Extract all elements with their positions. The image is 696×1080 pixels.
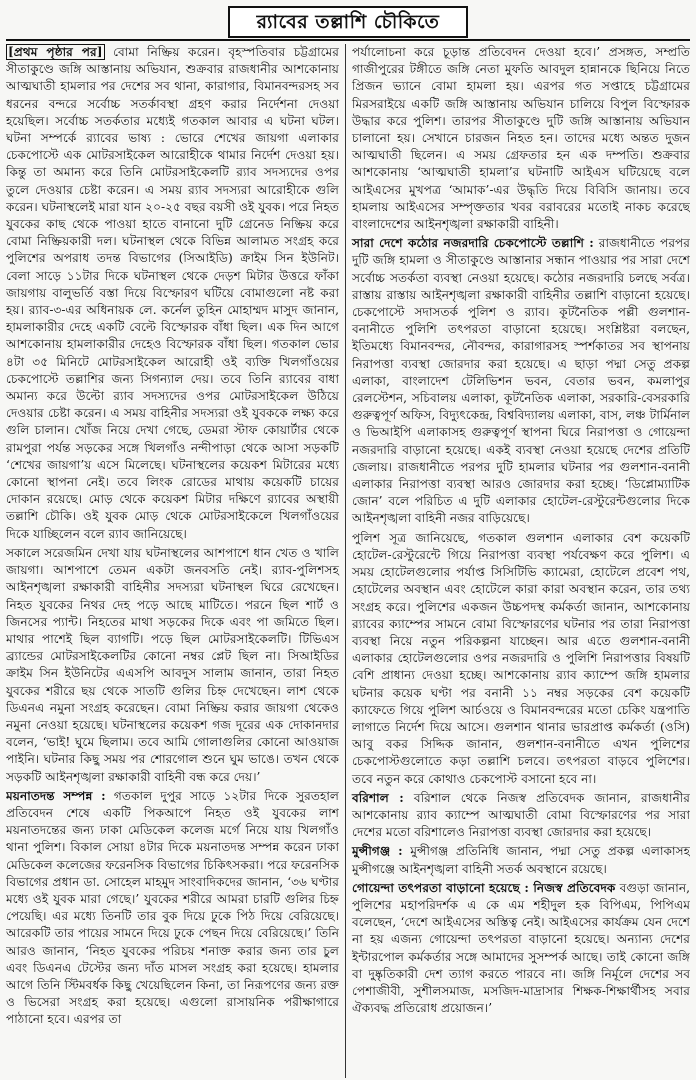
- paragraph-text: বোমা নিষ্ক্রিয় করেন। বৃহস্পতিবার চট্টগ্রামের সীতাকুণ্ডে জঙ্গি আস্তানায় অভিযান, শুক্রবার রাজধানীর আশকোনায় আত্মঘাতী হামলার পর দেশের সব থানা, কারাগার, বিমানবন্দরসহ সব ধরনের বন্দরে সর্বোচ্চ সতর্কাবস্থা গ্রহণ করার নির্দেশনা দেওয়া হয়েছিল। সর্বোচ্চ সতর্কতার মধ্যেই গতকাল আবার এ ঘটনা ঘটল। ঘটনা সম্পর্কে র‍্যাবের ভাষ্য : ভোরে শেখের জায়গা এলাকার চেকপোস্টে এক মোটরসাইকেল আরোহীকে থামার নির্দেশ দেওয়া হয়। কিন্তু তা অমান্য করে তিনি মোটরসাইকেলটি র‍্যাব সদস্যদের ওপর তুলে দেওয়ার চেষ্টা করেন। এ সময় র‍্যাব সদস্যরা আরোহীকে গুলি করেন। ঘটনাস্থলেই মারা যান ২০-২৫ বছর বয়সী ওই যুবক। পরে নিহত যুবকের কাছ থেকে পাওয়া হাতে বানানো দুটি গ্রেনেড নিষ্ক্রিয় করে বোমা নিষ্ক্রিয়কারী দল। ঘটনাস্থল থেকে বিভিন্ন আলামত সংগ্রহ করে পুলিশের অপরাধ তদন্ত বিভাগের (সিআইডি) ক্রাইম সিন ইউনিট। বেলা সাড়ে ১১টার দিকে ঘটনাস্থল থেকে দেড়শ মিটার উত্তরে ফাঁকা জায়গায় বালুভর্তি বস্তা দিয়ে বিস্ফোরণ ঘটিয়ে বোমাগুলো নষ্ট করা হয়। র‍্যাব-৩-এর অধিনায়ক লে. কর্নেল তুহিন মোহাম্মদ মাসুদ জানান, হামলাকারীর দেহে একটি বেল্টে বিস্ফোরক বাঁধা ছিল। এক দিন আগে আশকোনায় হামলাকারীর দেহেও বিস্ফোরক বাঁধা ছিল। গতকাল ভোর ৪টা ৩৫ মিনিটে মোটরসাইকেল আরোহী ওই ব্যক্তি খিলগাঁওয়ের চেকপোস্টে তল্লাশির জন্য সিগন্যাল দেয়। তবে তিনি র‍্যাবের বাধা অমান্য করে উল্টো র‍্যাব সদস্যদের ওপর মোটরসাইকেল উঠিয়ে দেওয়ার চেষ্টা করেন। এ সময় বাহিনীর সদস্যরা ওই যুবককে লক্ষ্য করে গুলি চালান। খোঁজ নিয়ে দেখা গেছে, ডেমরা স্টাফ কোয়ার্টার থেকে রামপুরা পর্যন্ত সড়কের সঙ্গে খিলগাঁও নন্দীপাড়া থেকে আসা সড়কটি ‘শেখের জায়গা’য় এসে মিলেছে। ঘটনাস্থলের কয়েকশ মিটারের মধ্যে কোনো স্থাপনা নেই। তবে লিংক রোডের মাথায় কয়েকটি চায়ের দোকান রয়েছে। মোড় থেকে কয়েকশ মিটার দক্ষিণে র‍্যাবের অস্থায়ী তল্লাশি চৌকি। ওই যুবক মোড় থেকে মোটরসাইকেলে খিলগাঁওয়ের দিকে যাচ্ছিলেন বলে র‍্যাব জানিয়েছে।: [6, 45, 339, 541]
- headline: র‍্যাবের তল্লাশি চৌকিতে: [228, 6, 468, 38]
- paragraph-text: পুলিশ সূত্র জানিয়েছে, গতকাল গুলশান এলাকার বেশ কয়েকটি হোটেল-রেস্টুরেন্টে গিয়ে নিরাপত্তা ব্যবস্থা পর্যবেক্ষণ করে পুলিশ। এ সময় হোটেলগুলোর পর্যাপ্ত সিসিটিভি ক্যামেরা, হোটেলে প্রবেশ পথ, হোটেলের অবস্থান এবং হোটেলে কারা কারা অবস্থান করেন, তার তথ্য সংগ্রহ করে। পুলিশের একজন উচ্চপদস্থ কর্মকর্তা জানান, আশকোনায় র‍্যাবের ক্যাম্পের সামনে বোমা বিস্ফোরণের ঘটনার পর তারা নিরাপত্তা ব্যবস্থা নিয়ে নতুন পরিকল্পনা যাচ্ছেন। আর এতে গুলশান-বনানী এলাকার হোটেলগুলোর ওপর নজরদারি ও পুলিশি নিরাপত্তার বিষয়টি বেশি প্রাধান্য দেওয়া হচ্ছে। আশকোনায় র‍্যাব ক্যাম্পে জঙ্গি হামলার ঘটনার কয়েক ঘণ্টা পর বনানী ১১ নম্বর সড়কের বেশ কয়েকটি ক্যাফেতে গিয়ে পুলিশ আর্চওয়ে ও বিমানবন্দরের মতো চেকিং যন্ত্রপাতি লাগাতে নির্দেশ দিয়ে আসে। গুলশান থানার ভারপ্রাপ্ত কর্মকর্তা (ওসি) আবু বকর সিদ্দিক জানান, গুলশান-বনানীতে এখন পুলিশের চেকপোস্টগুলোতে কড়া তল্লাশি চলবে। তৎপরতা বাড়বে পুলিশের। তবে নতুন করে কোথাও চেকপোস্ট বসানো হবে না।: [352, 530, 690, 786]
- article-columns: [6, 44, 690, 1078]
- paragraph-text: পর্যালোচনা করে চূড়ান্ত প্রতিবেদন দেওয়া হবে।’ প্রসঙ্গত, সম্প্রতি গাজীপুরের টঙ্গীতে জঙ্গি নেতা মুফতি আবদুল হান্নানকে ছিনিয়ে নিতে প্রিজন ভ্যানে বোমা হামলা হয়। এরপর গত সপ্তাহে চট্টগ্রামের মিরসরাইয়ে একটি জঙ্গি আস্তানায় অভিযান চালিয়ে বিপুল বিস্ফোরক উদ্ধার করে পুলিশ। তারপর সীতাকুণ্ডে দুটি জঙ্গি আস্তানায় অভিযান চালানো হয়। সেখানে চারজন নিহত হন। তাদের মধ্যে অন্তত দুজন আত্মঘাতী ছিলেন। এ সময় গ্রেফতার হন এক দম্পতি। শুক্রবার আশকোনায় ‘আত্মঘাতী হামলা’র ঘটনাটি আইএস ঘটিয়েছে বলে আইএসের মুখপত্র ‘আমাক’-এর উদ্ধৃতি দিয়ে বিবিসি জানায়। তবে হামলায় আইএসের সম্পৃক্ততার খবর বরাবরের মতোই নাকচ করেছে বাংলাদেশের আইনশৃঙ্খলা রক্ষাকারী বাহিনী।: [352, 45, 690, 232]
- article-paragraph: [6, 545, 339, 786]
- paragraph-subhead: সারা দেশে কঠোর নজরদারি চেকপোস্টে তল্লাশি :: [352, 236, 594, 251]
- article-paragraph: [352, 44, 690, 233]
- article-paragraph: [352, 843, 690, 877]
- headline-rule: [6, 39, 690, 41]
- article-paragraph: [352, 880, 690, 1018]
- paragraph-subhead: ময়নাতদন্ত সম্পন্ন :: [6, 788, 106, 803]
- article-paragraph: [6, 44, 339, 543]
- paragraph-text: বগুড়া জানান, পুলিশের মহাপরিদর্শক এ কে এম শহীদুল হক বিপিএম, পিপিএম বলেছেন, ‘দেশে আইএসের অস্তিত্ব নেই। আইএসের কার্যক্রম যেন দেশে না হয় এজন্য গোয়েন্দা তৎপরতা বাড়ানো হয়েছে। অন্যান্য দেশের ইন্টারপোল কর্মকর্তার সঙ্গে আমাদের সুসম্পর্ক আছে। তাই কোনো জঙ্গি বা দুষ্কৃতিকারী দেশ ত্যাগ করতে পারবে না। জঙ্গি নির্মূলে দেশের সব পেশাজীবী, সুশীলসমাজ, মসজিদ-মাদ্রাসার শিক্ষক-শিক্ষার্থীসহ সবার ঐক্যবদ্ধ প্রতিরোধ প্রয়োজন।’: [352, 880, 690, 1016]
- left-column: [6, 44, 346, 1078]
- article-paragraph: [352, 530, 690, 788]
- paragraph-text: মুন্সীগঞ্জ প্রতিনিধি জানান, পদ্মা সেতু প্রকল্প এলাকাসহ মুন্সীগঞ্জে আইনশৃঙ্খলা বাহিনী সতর্ক অবস্থানে রয়েছে।: [352, 844, 690, 876]
- right-column: [346, 44, 690, 1078]
- paragraph-text: সকালে সরেজমিন দেখা যায় ঘটনাস্থলের আশপাশে ধান খেত ও খালি জায়গা। আশপাশে তেমন একটা জনবসতি নেই। র‍্যাব-পুলিশসহ আইনশৃঙ্খলা রক্ষাকারী বাহিনীর সদস্যরা ঘটনাস্থল ঘিরে রেখেছেন। নিহত যুবকের নিথর দেহ পড়ে আছে মাটিতে। পরনে ছিল শার্ট ও জিনসের প্যান্ট। নিহতের মাথা সড়কের দিকে এবং পা জমিতে ছিল। মাথার পাশেই ছিল ব্যাগটি। পড়ে ছিল মোটরসাইকেলটি। টিভিএস ব্র্যান্ডের মোটরসাইকেলটির কোনো নম্বর প্লেট ছিল না। সিআইডির ক্রাইম সিন ইউনিটের এএসপি আবদুস সালাম জানান, তারা নিহত যুবকের শরীরে ছয় থেকে সাতটি গুলির চিহ্ন দেখেছেন। লাশ থেকে ডিএনএ নমুনা সংগ্রহ করেছেন। বোমা নিষ্ক্রিয় করার জায়গা থেকেও নমুনা নেওয়া হয়েছে। ঘটনাস্থলের কয়েকশ গজ দূরের এক দোকানদার বলেন, ‘ভাই! ঘুমে ছিলাম। তবে আমি গোলাগুলির কোনো আওয়াজ পাইনি। ঘটনার কিছু সময় পর শোরগোল শুনে ঘুম ভাঙে। তখন থেকে সড়কটি আইনশৃঙ্খলা রক্ষাকারী বাহিনী বন্ধ করে দেয়।’: [6, 545, 339, 784]
- paragraph-subhead: মুন্সীগঞ্জ :: [352, 844, 403, 859]
- paragraph-subhead: [প্রথম পৃষ্ঠার পর]: [8, 45, 103, 59]
- article-paragraph: [6, 788, 339, 1029]
- article-paragraph: [352, 235, 690, 527]
- paragraph-text: বরিশাল থেকে নিজস্ব প্রতিবেদক জানান, রাজধানীর আশকোনায় র‍্যাব ক্যাম্পে আত্মঘাতী বোমা বিস্ফোরণের পর সারা দেশের মতো বরিশালেও নিরাপত্তা ব্যবস্থা জোরদার করা হয়েছে।: [352, 790, 690, 840]
- paragraph-text: রাজধানীতে পরপর দুটি জঙ্গি হামলা ও সীতাকুণ্ডে আস্তানার সন্ধান পাওয়ার পর সারা দেশে সর্বোচ্চ সতর্কতা ব্যবস্থা নেওয়া হয়েছে। কঠোর নজরদারি চলছে সর্বত্র। রাস্তায় রাস্তায় আইনশৃঙ্খলা রক্ষাকারী বাহিনীর তল্লাশি বাড়ানো হয়েছে। চেকপোস্টে সদাসতর্ক পুলিশ ও র‍্যাব। কূটনৈতিক পল্লী গুলশান-বনানীতে পুলিশি তৎপরতা বাড়ানো হয়েছে। সংশ্লিষ্টরা বলছেন, ইতিমধ্যে বিমানবন্দর, নৌবন্দর, কারাগারসহ স্পর্শকাতর সব স্থাপনায় নিরাপত্তা ব্যবস্থা জোরদার করা হয়েছে। এ ছাড়া পদ্মা সেতু প্রকল্প এলাকা, বাংলাদেশ টেলিভিশন ভবন, বেতার ভবন, কমলাপুর রেলস্টেশন, সচিবালয় এলাকা, কূটনৈতিক এলাকা, সরকারি-বেসরকারি গুরুত্বপূর্ণ অফিস, বিদ্যুৎকেন্দ্র, বিশ্ববিদ্যালয় এলাকা, বাস, লঞ্চ টার্মিনাল ও ভিআইপি এলাকাসহ গুরুত্বপূর্ণ স্থাপনা ঘিরে নিরাপত্তা ও গোয়েন্দা নজরদারি বাড়ানো হয়েছে। একই ব্যবস্থা নেওয়া হয়েছে দেশের প্রতিটি জেলায়। রাজধানীতে পরপর দুটি হামলার ঘটনার পর গুলশান-বনানী এলাকার নিরাপত্তা ব্যবস্থা আরও জোরদার করা হচ্ছে। ‘ডিপ্লোম্যাটিক জোন’ বলে পরিচিত এ দুটি এলাকার হোটেল-রেস্টুরেন্টগুলোর দিকে আইনশৃঙ্খলা বাহিনী নজর বাড়িয়েছে।: [352, 236, 690, 526]
- paragraph-subhead: গোয়েন্দা তৎপরতা বাড়ানো হয়েছে : নিজস্ব প্রতিবেদক: [352, 880, 616, 895]
- article-paragraph: [352, 790, 690, 842]
- paragraph-text: গতকাল দুপুর সাড়ে ১২টার দিকে সুরতহাল প্রতিবেদন শেষে একটি পিকআপে নিহত ওই যুবকের লাশ ময়নাতদন্তের জন্য ঢাকা মেডিকেল কলেজ মর্গে নিয়ে যায় খিলগাঁও থানা পুলিশ। বিকাল সোয়া ৪টার দিকে ময়নাতদন্ত সম্পন্ন করেন ঢাকা মেডিকেল কলেজের ফরেনসিক বিভাগের চিকিৎসকরা। পরে ফরেনসিক বিভাগের প্রধান ডা. সোহেল মাহমুদ সাংবাদিকদের জানান, ‘৩৬ ঘণ্টার মধ্যে ওই যুবক মারা গেছে।’ যুবকের শরীরে আমরা চারটি গুলির চিহ্ন পেয়েছি। এর মধ্যে তিনটি তার বুক দিয়ে ঢুকে পিঠ দিয়ে বেরিয়েছে। আরেকটি তার পায়ের সামনে দিয়ে ঢুকে পেছন দিয়ে বেরিয়েছে।’ তিনি আরও জানান, ‘নিহত যুবকের পরিচয় শনাক্ত করার জন্য তার চুল এবং ডিএনএ টেস্টের জন্য দাঁত মাসল সংগ্রহ করা হয়েছে। হামলার আগে তিনি স্টিমবর্ধক কিছু খেয়েছিলেন কিনা, তা নিরূপণের জন্য রক্ত ও ভিসেরা সংগ্রহ করা হয়েছে। এগুলো রাসায়নিক পরীক্ষাগারে পাঠানো হবে। এরপর তা: [6, 788, 340, 1027]
- paragraph-subhead: বরিশাল :: [352, 790, 404, 805]
